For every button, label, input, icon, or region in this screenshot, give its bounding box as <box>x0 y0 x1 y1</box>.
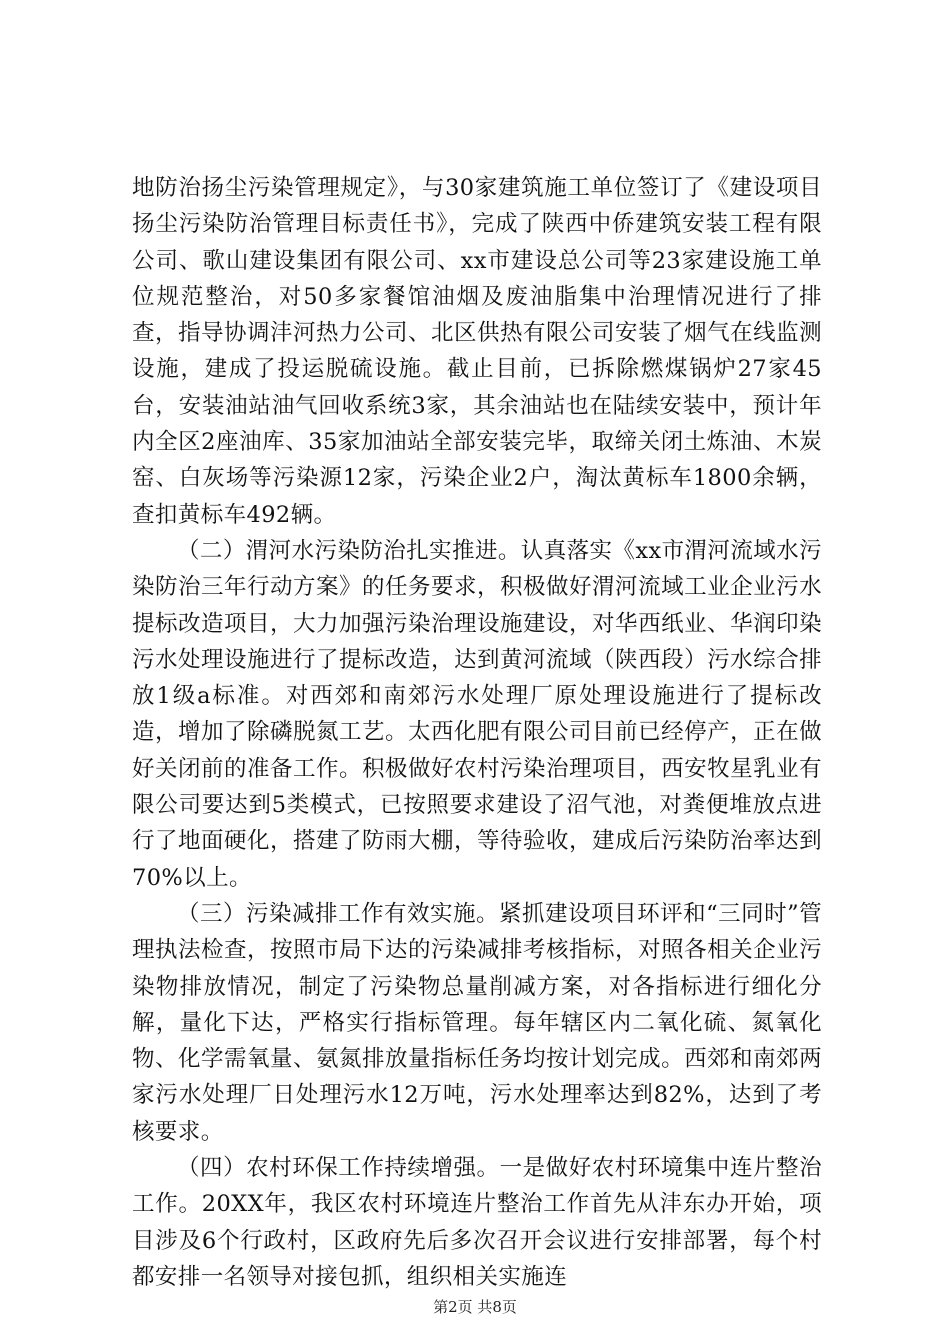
paragraph-continuation: 地防治扬尘污染管理规定》，与30家建筑施工单位签订了《建设项目扬尘污染防治管理目标责任书》，完成了陕西中侨建筑安装工程有限公司、歌山建设集团有限公司、xx市建设总公司等23家建设施工单位规范整治，对50多家餐馆油烟及废油脂集中治理情况进行了排查，指导协调沣河热力公司、北区供热有限公司安装了烟气在线监测设施，建成了投运脱硫设施。截止目前，已拆除燃煤锅炉27家45台，安装油站油气回收系统3家，其余油站也在陆续安装中，预计年内全区2座油库、35家加油站全部安装完毕，取缔关闭土炼油、木炭窑、白灰场等污染源12家，污染企业2户，淘汰黄标车1800余辆，查扣黄标车492辆。 <box>132 175 822 528</box>
document-body <box>132 170 822 1295</box>
paragraph-weihe-water-pollution: （二）渭河水污染防治扎实推进。认真落实《xx市渭河流域水污染防治三年行动方案》的任务要求，积极做好渭河流域工业企业污水提标改造项目，大力加强污染治理设施建设，对华西纸业、华润印染污水处理设施进行了提标改造，达到黄河流域（陕西段）污水综合排放1级a标准。对西郊和南郊污水处理厂原处理设施进行了提标改造，增加了除磷脱氮工艺。太西化肥有限公司目前已经停产，正在做好关闭前的准备工作。积极做好农村污染治理项目，西安牧星乳业有限公司要达到5类模式，已按照要求建设了沼气池，对粪便堆放点进行了地面硬化，搭建了防雨大棚，等待验收，建成后污染防治率达到70%以上。 <box>132 537 822 891</box>
paragraph-rural-environment: （四）农村环保工作持续增强。一是做好农村环境集中连片整治工作。20XX年，我区农村环境连片整治工作首先从沣东办开始，项目涉及6个行政村，区政府先后多次召开会议进行安排部署，每个村都安排一名领导对接包抓，组织相关实施连 <box>132 1155 822 1290</box>
paragraph-emission-reduction: （三）污染减排工作有效实施。紧抓建设项目环评和“三同时”管理执法检查，按照市局下达的污染减排考核指标，对照各相关企业污染物排放情况，制定了污染物总量削减方案，对各指标进行细化分解，量化下达，严格实行指标管理。每年辖区内二氧化硫、氮氧化物、化学需氧量、氨氮排放量指标任务均按计划完成。西郊和南郊两家污水处理厂日处理污水12万吨，污水处理率达到82%，达到了考核要求。 <box>132 900 822 1145</box>
page-footer: 第2页 共8页 <box>433 1298 517 1316</box>
